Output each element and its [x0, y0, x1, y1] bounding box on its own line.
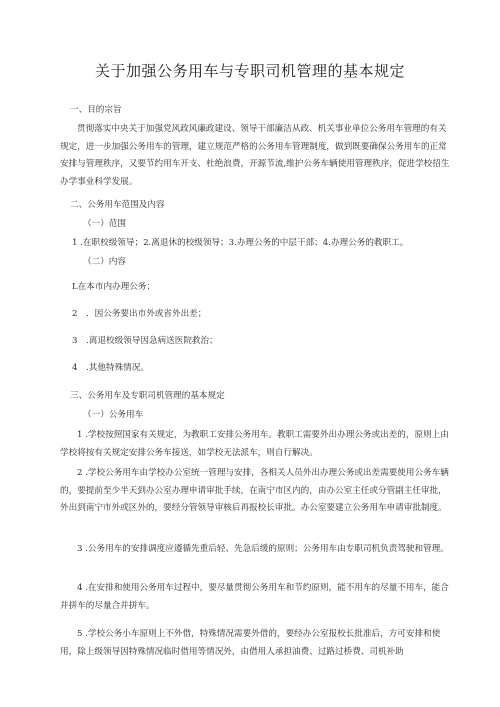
section-2-range-list: 1 .在职校级领导；2.离退休的校级领导；3.办理公务的中层干部；4.办理公务的教职工。	[72, 238, 409, 248]
section-3-paragraph-4: 4 .在安排和使用公务用车过程中，要尽量贯彻公务用车和节约原则，能不用车的尽量不用车，能合并拼车的尽量合并拼车。	[60, 583, 449, 611]
section-1-heading: 一、目的宗旨	[70, 105, 122, 115]
section-3-subheading-vehicles: （一）公务用车	[83, 410, 144, 420]
section-3-paragraph-3: 3 .公务用车的安排调度应遵循先重后轻、先急后缓的原则；公务用车由专职司机负责驾驶和管理。	[77, 544, 449, 554]
section-2-item-1: L在本市内办理公务；	[72, 282, 156, 292]
section-3-paragraph-2: 2 .学校公务用车由学校办公室统一管理与安排，各相关人员外出办理公务或出差需要使用公务车辆的，要提前至少半天到办公室办理申请审批手续，在南宁市区内的，由办公室主任或分管副主任审批，外出到南宁市外或区外的，要经分管领导审核后再报校长审批。办公室要建立公务用车申请审批制度。	[60, 468, 449, 513]
section-3-heading: 三、公务用车及专职司机管理的基本规定	[70, 391, 225, 401]
section-1-body: 贯彻落实中央关于加强党风政风廉政建设、领导干部廉洁从政、机关事业单位公务用车管理的有关规定，进一步加强公务用车的管理，建立规范严格的公务用车管理制度，做到既要确保公务用车的正常安排与管理秩序，又要节约用车开支、杜绝浪费，开源节流,维护公务车辆使用管理秩序，促进学校招生办学事业科学发展。	[60, 124, 450, 187]
section-2-subheading-range: （一）范围	[83, 219, 126, 229]
section-2-item-4: 4 .其他特殊情况。	[72, 363, 149, 373]
section-2-item-3: 3 .离退校级领导因急病送医院救治；	[72, 336, 218, 346]
document-title: 关于加强公务用车与专职司机管理的基本规定	[94, 62, 405, 80]
section-3-paragraph-1: 1 .学校按照国家有关规定，为教职工安排公务用车。教职工需要外出办理公务或出差的，原则上由学校将按有关规定安排公务车接送，如学校无法派车，则自行解决。	[60, 430, 449, 458]
section-2-heading: 二、公务用车范围及内容	[70, 200, 165, 210]
section-2-subheading-content: （二）内容	[83, 257, 126, 267]
section-3-paragraph-5: 5 .学校公务小车原则上不外借，特殊情况需要外借的，要经办公室报校长批准后，方可安排和使用，除上级领导因特殊情况临时借用等情况外，由借用人承担油费、过路过桥费、司机补助	[60, 629, 441, 657]
section-2-item-2: 2 ．因公务要出市外或省外出差；	[72, 309, 207, 319]
